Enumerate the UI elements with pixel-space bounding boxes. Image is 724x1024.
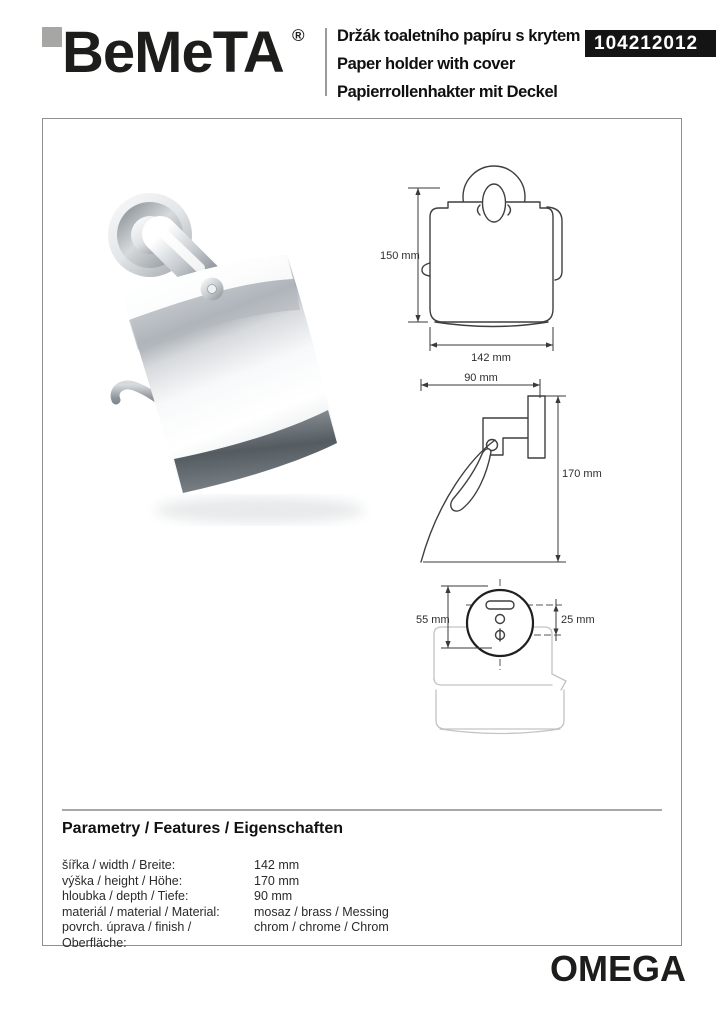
side-view-drawing	[413, 370, 603, 575]
param-value-height: 170 mm	[254, 873, 300, 888]
series-name: OMEGA	[549, 948, 686, 989]
top-view-mount	[467, 590, 533, 656]
photo-cover	[123, 255, 337, 493]
product-code-badge: 104212012	[585, 30, 716, 57]
param-value-finish: chrom / chrome / Chrom	[254, 920, 389, 935]
param-label-depth: hloubka / depth / Tiefe:	[62, 889, 189, 904]
photo-hinge	[201, 278, 224, 301]
top-offset-left-label: 55 mm	[416, 614, 450, 626]
param-label-width: šířka / width / Breite:	[62, 858, 176, 872]
front-view-drawing	[378, 155, 590, 367]
side-depth-label: 90 mm	[464, 372, 498, 384]
product-title-english: Paper holder with cover	[337, 55, 515, 73]
registered-trademark-icon: ®	[292, 26, 305, 45]
front-view-outline	[422, 166, 562, 327]
product-title-german: Papierrollenhakter mit Deckel	[337, 83, 558, 101]
parameters-heading: Parametry / Features / Eigenschaften	[62, 820, 343, 837]
product-titles	[337, 22, 580, 106]
product-title-czech: Držák toaletního papíru s krytem	[337, 27, 581, 45]
table-row	[62, 874, 389, 890]
table-row	[62, 905, 389, 921]
side-view-outline	[421, 396, 545, 562]
table-row	[62, 920, 389, 951]
header-divider	[325, 28, 327, 96]
param-label-finish: povrch. úprava / finish / Oberfläche:	[62, 920, 192, 950]
side-height-label: 170 mm	[562, 468, 602, 480]
param-label-height: výška / height / Höhe:	[62, 873, 183, 888]
side-view-dimensions	[421, 372, 602, 562]
brand-logo-square	[42, 27, 62, 47]
table-row	[62, 858, 389, 874]
front-width-label: 142 mm	[471, 352, 511, 364]
param-value-depth: 90 mm	[254, 889, 293, 904]
parameters-table	[62, 858, 389, 952]
product-photo	[62, 148, 372, 550]
param-value-width: 142 mm	[254, 858, 300, 872]
top-view-drawing	[416, 578, 616, 763]
front-height-label: 150 mm	[380, 250, 420, 262]
parameters-divider	[62, 809, 662, 811]
param-label-material: materiál / material / Material:	[62, 904, 220, 919]
photo-shadow	[155, 497, 365, 523]
brand-logo-text: BeMeTA	[62, 20, 284, 85]
top-offset-right-label: 25 mm	[561, 614, 595, 626]
table-row	[62, 889, 389, 905]
param-value-material: mosaz / brass / Messing	[254, 904, 389, 919]
